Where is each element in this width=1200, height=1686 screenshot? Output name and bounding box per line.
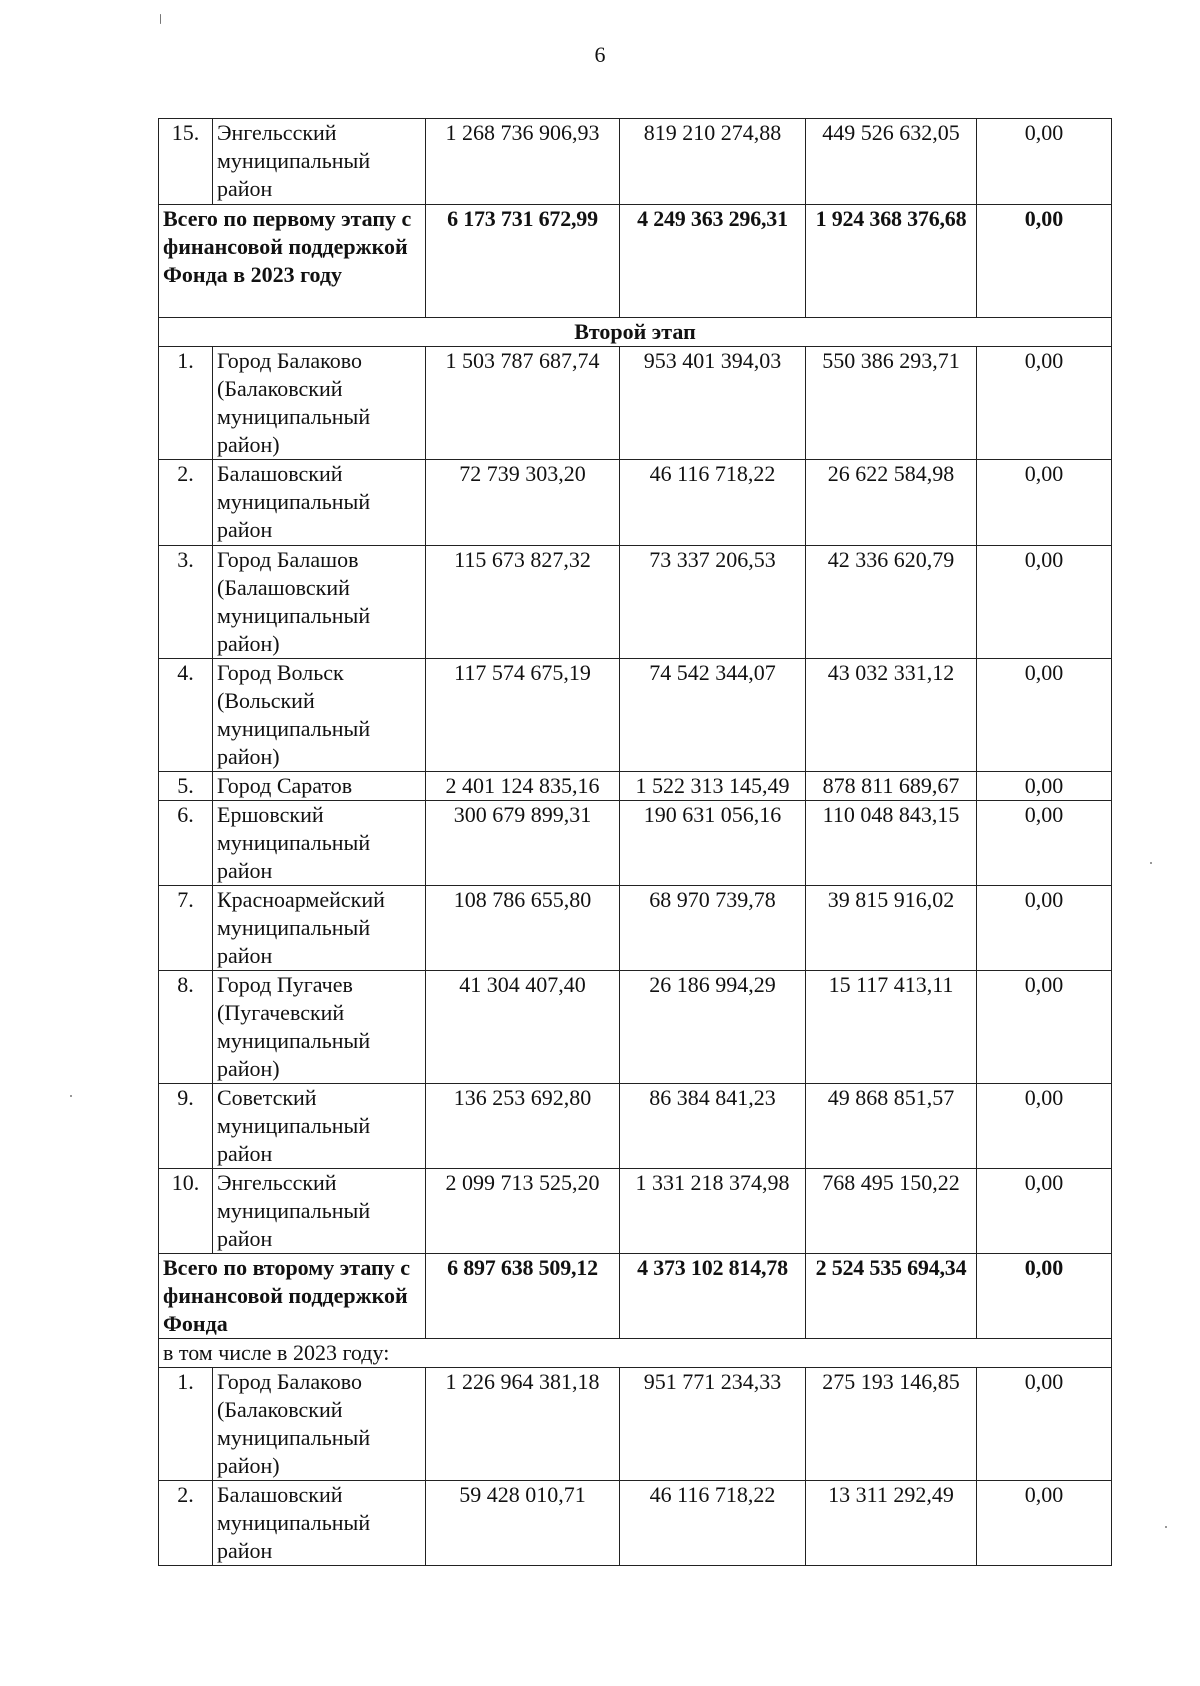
- total-cost-cell: 59 428 010,71: [426, 1481, 620, 1566]
- local-budget-cell: 0,00: [977, 460, 1112, 546]
- table-row: [159, 1368, 1112, 1481]
- total-cost-cell: 41 304 407,40: [426, 971, 620, 1084]
- local-budget-cell: 0,00: [977, 801, 1112, 886]
- regional-budget-cell: 1 924 368 376,68: [806, 205, 977, 318]
- regional-budget-cell: 42 336 620,79: [806, 546, 977, 659]
- regional-budget-cell: 550 386 293,71: [806, 347, 977, 460]
- local-budget-cell: 0,00: [977, 1169, 1112, 1254]
- municipality-name: Город Балаково (Балаковский муниципальный район): [213, 1368, 426, 1481]
- municipality-name: Город Саратов: [213, 772, 426, 801]
- local-budget-cell: 0,00: [977, 347, 1112, 460]
- fund-share-cell: 68 970 739,78: [620, 886, 806, 971]
- fund-share-cell: 4 373 102 814,78: [620, 1254, 806, 1339]
- subsection-row: [159, 1339, 1112, 1368]
- local-budget-cell: 0,00: [977, 772, 1112, 801]
- fund-share-cell: 953 401 394,03: [620, 347, 806, 460]
- stage-total-row: [159, 205, 1112, 318]
- regional-budget-cell: 768 495 150,22: [806, 1169, 977, 1254]
- table-row: [159, 347, 1112, 460]
- table-row: [159, 1084, 1112, 1169]
- row-number: 15.: [159, 119, 213, 205]
- subsection-title: в том числе в 2023 году:: [159, 1339, 1112, 1368]
- fund-share-cell: 46 116 718,22: [620, 460, 806, 546]
- table-row: [159, 1169, 1112, 1254]
- table-row: [159, 886, 1112, 971]
- local-budget-cell: 0,00: [977, 205, 1112, 318]
- row-number: 9.: [159, 1084, 213, 1169]
- regional-budget-cell: 26 622 584,98: [806, 460, 977, 546]
- row-number: 10.: [159, 1169, 213, 1254]
- municipality-name: Балашовский муниципальный район: [213, 460, 426, 546]
- regional-budget-cell: 275 193 146,85: [806, 1368, 977, 1481]
- scan-speck: [1150, 862, 1152, 864]
- table-row: [159, 460, 1112, 546]
- fund-share-cell: 86 384 841,23: [620, 1084, 806, 1169]
- row-number: 3.: [159, 546, 213, 659]
- regional-budget-cell: 49 868 851,57: [806, 1084, 977, 1169]
- local-budget-cell: 0,00: [977, 119, 1112, 205]
- scan-speck: [70, 1095, 72, 1097]
- stage-total-label: Всего по второму этапу с финансовой поддержкой Фонда: [159, 1254, 426, 1339]
- local-budget-cell: 0,00: [977, 1254, 1112, 1339]
- total-cost-cell: 1 503 787 687,74: [426, 347, 620, 460]
- table-row: [159, 1481, 1112, 1566]
- total-cost-cell: 2 099 713 525,20: [426, 1169, 620, 1254]
- fund-share-cell: 819 210 274,88: [620, 119, 806, 205]
- total-cost-cell: 136 253 692,80: [426, 1084, 620, 1169]
- fund-share-cell: 1 331 218 374,98: [620, 1169, 806, 1254]
- total-cost-cell: 108 786 655,80: [426, 886, 620, 971]
- fund-share-cell: 73 337 206,53: [620, 546, 806, 659]
- regional-budget-cell: 878 811 689,67: [806, 772, 977, 801]
- municipality-name: Город Балашов (Балашовский муниципальный район): [213, 546, 426, 659]
- total-cost-cell: 2 401 124 835,16: [426, 772, 620, 801]
- total-cost-cell: 6 173 731 672,99: [426, 205, 620, 318]
- local-budget-cell: 0,00: [977, 1084, 1112, 1169]
- total-cost-cell: 6 897 638 509,12: [426, 1254, 620, 1339]
- municipality-name: Энгельсский муниципальный район: [213, 1169, 426, 1254]
- row-number: 8.: [159, 971, 213, 1084]
- total-cost-cell: 300 679 899,31: [426, 801, 620, 886]
- regional-budget-cell: 449 526 632,05: [806, 119, 977, 205]
- row-number: 4.: [159, 659, 213, 772]
- row-number: 6.: [159, 801, 213, 886]
- total-cost-cell: 1 268 736 906,93: [426, 119, 620, 205]
- local-budget-cell: 0,00: [977, 546, 1112, 659]
- row-number: 2.: [159, 460, 213, 546]
- total-cost-cell: 72 739 303,20: [426, 460, 620, 546]
- regional-budget-cell: 110 048 843,15: [806, 801, 977, 886]
- funding-table: [158, 118, 1112, 1566]
- municipality-name: Город Пугачев (Пугачевский муниципальный район): [213, 971, 426, 1084]
- regional-budget-cell: 13 311 292,49: [806, 1481, 977, 1566]
- local-budget-cell: 0,00: [977, 1481, 1112, 1566]
- municipality-name: Город Вольск (Вольский муниципальный район): [213, 659, 426, 772]
- local-budget-cell: 0,00: [977, 971, 1112, 1084]
- fund-share-cell: 1 522 313 145,49: [620, 772, 806, 801]
- fund-share-cell: 951 771 234,33: [620, 1368, 806, 1481]
- row-number: 5.: [159, 772, 213, 801]
- scan-speck: [1165, 1526, 1167, 1528]
- fund-share-cell: 190 631 056,16: [620, 801, 806, 886]
- regional-budget-cell: 43 032 331,12: [806, 659, 977, 772]
- table-row: [159, 801, 1112, 886]
- fund-share-cell: 74 542 344,07: [620, 659, 806, 772]
- municipality-name: Советский муниципальный район: [213, 1084, 426, 1169]
- stage-total-label: Всего по первому этапу с финансовой поддержкой Фонда в 2023 году: [159, 205, 426, 318]
- table-row: [159, 971, 1112, 1084]
- table-row: [159, 119, 1112, 205]
- municipality-name: Ершовский муниципальный район: [213, 801, 426, 886]
- municipality-name: Балашовский муниципальный район: [213, 1481, 426, 1566]
- municipality-name: Красноармейский муниципальный район: [213, 886, 426, 971]
- regional-budget-cell: 2 524 535 694,34: [806, 1254, 977, 1339]
- total-cost-cell: 117 574 675,19: [426, 659, 620, 772]
- local-budget-cell: 0,00: [977, 659, 1112, 772]
- section-title: Второй этап: [159, 318, 1112, 347]
- table-row: [159, 659, 1112, 772]
- table-row: [159, 546, 1112, 659]
- table-row: [159, 772, 1112, 801]
- local-budget-cell: 0,00: [977, 1368, 1112, 1481]
- regional-budget-cell: 15 117 413,11: [806, 971, 977, 1084]
- stage-total-row: [159, 1254, 1112, 1339]
- total-cost-cell: 115 673 827,32: [426, 546, 620, 659]
- total-cost-cell: 1 226 964 381,18: [426, 1368, 620, 1481]
- row-number: 1.: [159, 347, 213, 460]
- section-header-row: [159, 318, 1112, 347]
- municipality-name: Энгельсский муниципальный район: [213, 119, 426, 205]
- page-number: 6: [594, 42, 606, 67]
- fund-share-cell: 4 249 363 296,31: [620, 205, 806, 318]
- fund-share-cell: 46 116 718,22: [620, 1481, 806, 1566]
- row-number: 1.: [159, 1368, 213, 1481]
- scan-speck: [160, 14, 161, 24]
- row-number: 7.: [159, 886, 213, 971]
- row-number: 2.: [159, 1481, 213, 1566]
- regional-budget-cell: 39 815 916,02: [806, 886, 977, 971]
- local-budget-cell: 0,00: [977, 886, 1112, 971]
- fund-share-cell: 26 186 994,29: [620, 971, 806, 1084]
- municipality-name: Город Балаково (Балаковский муниципальный район): [213, 347, 426, 460]
